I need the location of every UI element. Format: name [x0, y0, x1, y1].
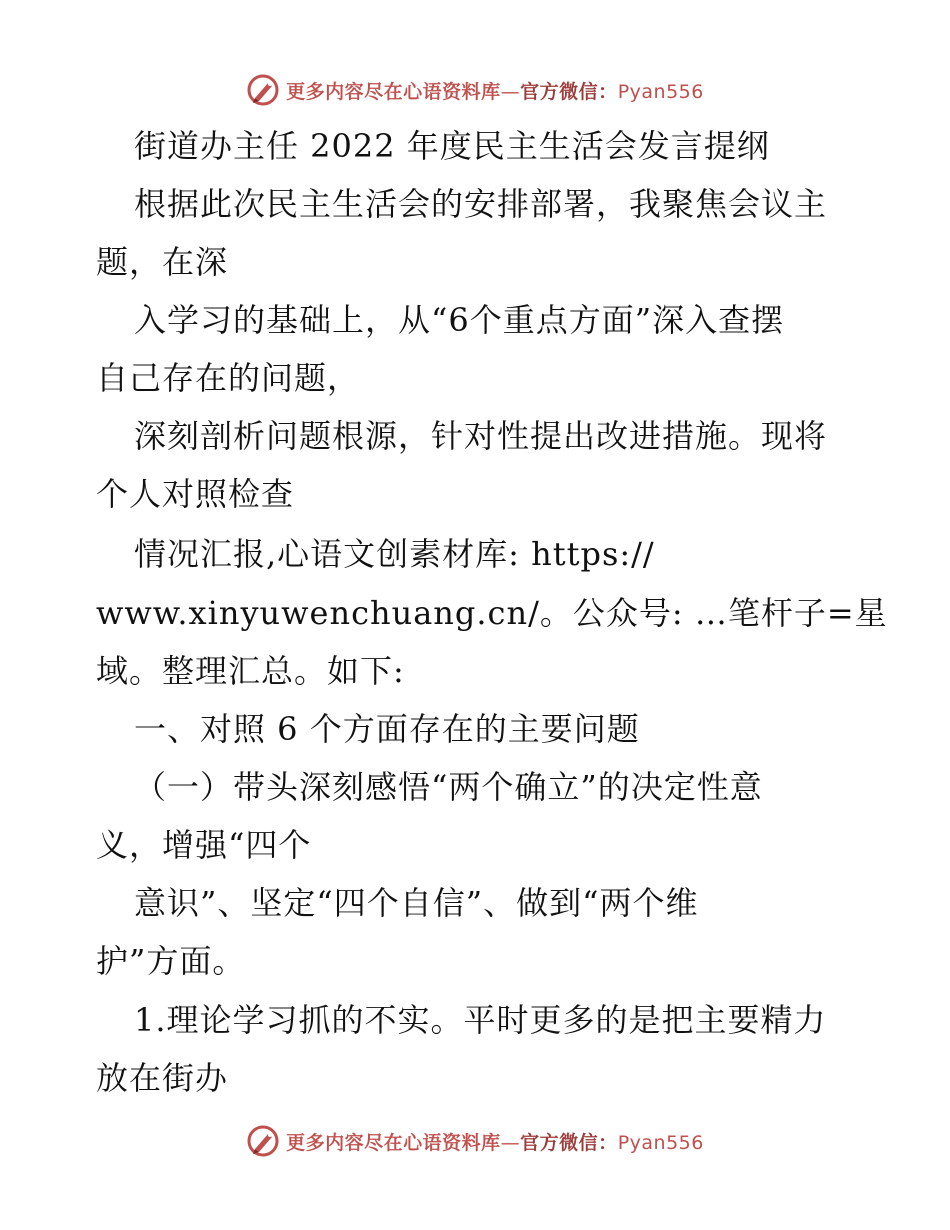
- footer-banner-text: [286, 1128, 704, 1155]
- paragraph-line: 题，在深: [96, 243, 229, 281]
- footer-banner: [0, 1121, 950, 1161]
- paragraph-line: 情况汇报,心语文创素材库: https://: [134, 535, 655, 573]
- pen-logo-icon: [246, 1124, 280, 1158]
- paragraph-line: 意识”、坚定“四个自信”、做到“两个维: [134, 884, 699, 922]
- footer-brand: 更多内容尽在心语资料库: [286, 1131, 501, 1154]
- footer-dash: —: [500, 1131, 521, 1154]
- paragraph-line: 根据此次民主生活会的安排部署，我聚焦会议主: [134, 185, 828, 223]
- paragraph-line: 自己存在的问题，: [96, 359, 361, 397]
- section-heading: 一、对照 6 个方面存在的主要问题: [134, 710, 640, 748]
- paragraph-line: 个人对照检查: [96, 475, 295, 513]
- paragraph-line: 放在街办: [96, 1059, 229, 1097]
- paragraph-line: 义，增强“四个: [96, 826, 312, 864]
- header-wechat-id: Pyan556: [617, 80, 704, 103]
- paragraph-line: 1.理论学习抓的不实。平时更多的是把主要精力: [134, 1001, 827, 1039]
- header-brand: 更多内容尽在心语资料库: [286, 80, 501, 103]
- header-dash: —: [500, 80, 521, 103]
- paragraph-line: 入学习的基础上，从“6个重点方面”深入查摆: [134, 301, 785, 339]
- paragraph-line: 深刻剖析问题根源，针对性提出改进措施。现将: [134, 417, 828, 455]
- subsection-heading: （一）带头深刻感悟“两个确立”的决定性意: [134, 768, 763, 806]
- footer-wechat-label: 官方微信：: [520, 1131, 618, 1154]
- header-banner: [0, 70, 950, 110]
- footer-wechat-id: Pyan556: [617, 1131, 704, 1154]
- paragraph-line: 护”方面。: [96, 942, 246, 980]
- header-banner-text: [286, 77, 704, 104]
- paragraph-line: www.xinyuwenchuang.cn/。公众号: …笔杆子=星: [96, 594, 888, 632]
- paragraph-line: 域。整理汇总。如下:: [96, 652, 405, 690]
- document-title: 街道办主任 2022 年度民主生活会发言提纲: [134, 127, 770, 165]
- pen-logo-icon: [246, 73, 280, 107]
- header-wechat-label: 官方微信：: [520, 80, 618, 103]
